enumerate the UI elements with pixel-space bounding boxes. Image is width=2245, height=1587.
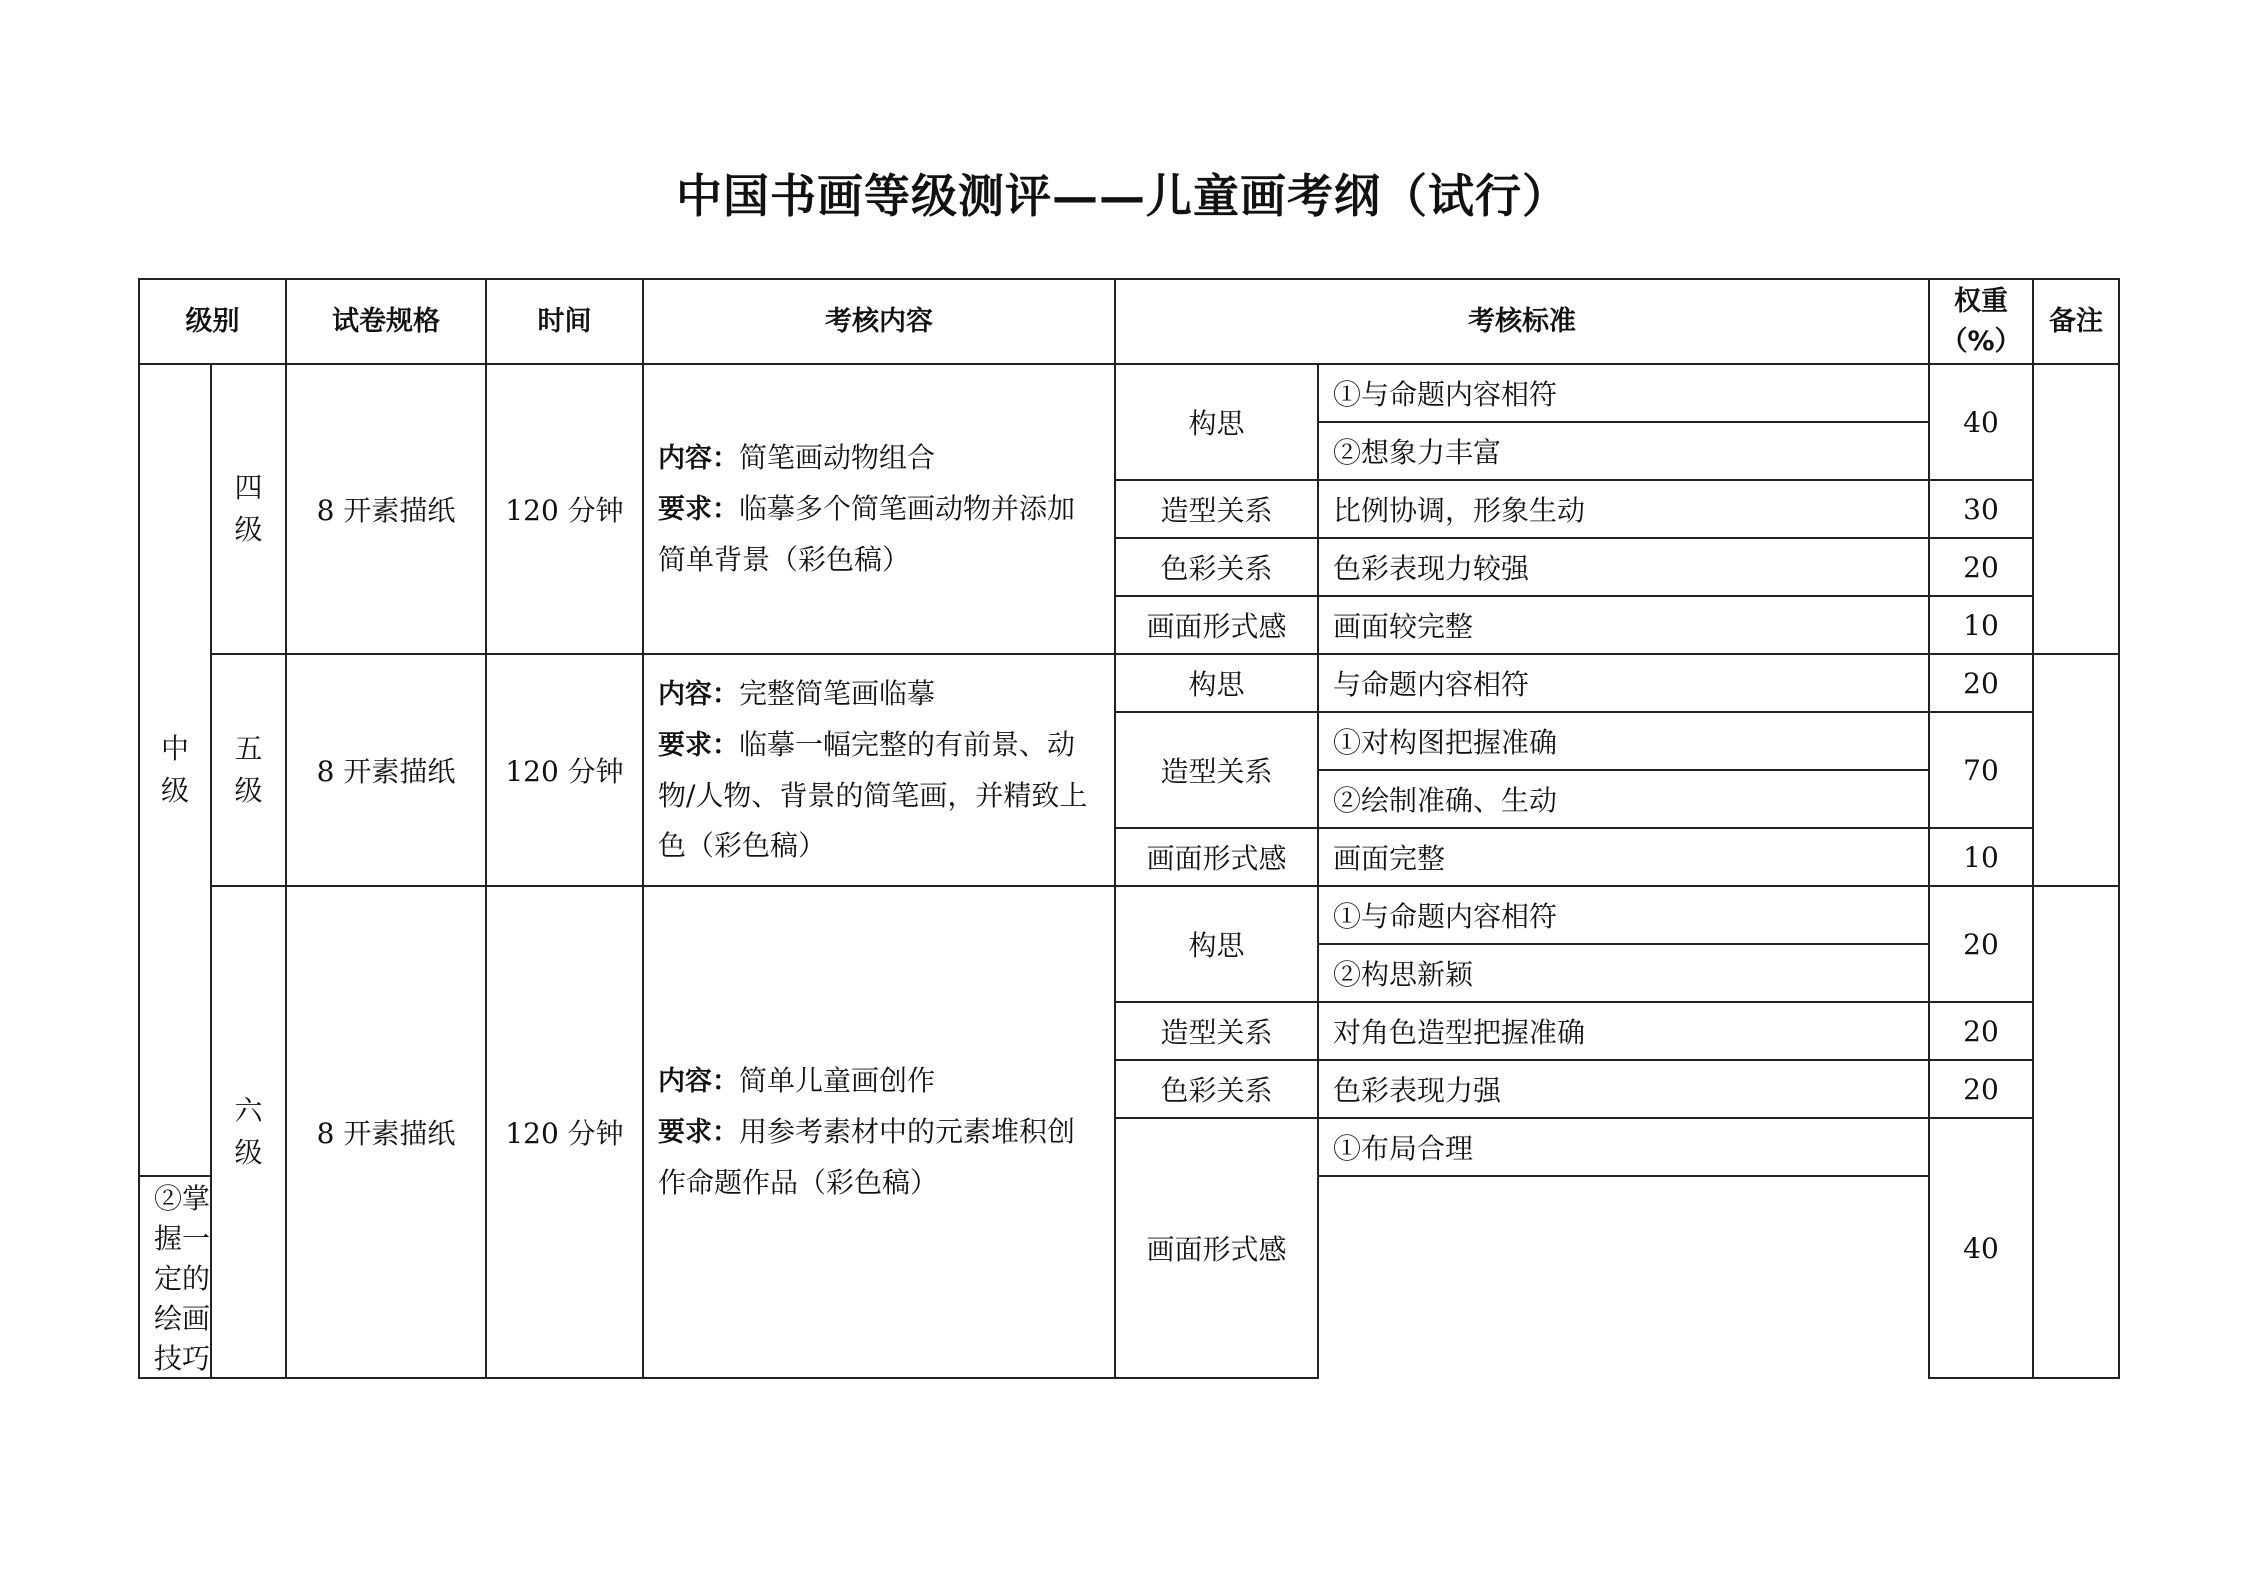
grade-cell: [211, 654, 286, 886]
criteria-item: ②构思新颖: [1318, 944, 1929, 1002]
criteria-category: 造型关系: [1115, 480, 1318, 538]
criteria-category: 构思: [1115, 364, 1318, 480]
criteria-item: ①与命题内容相符: [1318, 886, 1929, 944]
requirement-label: 要求：: [658, 494, 739, 525]
grade-cell: [211, 886, 286, 1378]
criteria-item: 画面完整: [1318, 828, 1929, 886]
criteria-category: 画面形式感: [1115, 828, 1318, 886]
time-cell: 120 分钟: [486, 364, 643, 654]
notes-cell: [2033, 654, 2119, 886]
weight-cell: 20: [1929, 538, 2033, 596]
exam-outline-table: [138, 278, 2120, 1379]
weight-cell: 20: [1929, 1060, 2033, 1118]
content-text: 完整简笔画临摹: [739, 677, 936, 710]
criteria-category: 造型关系: [1115, 712, 1318, 828]
table-row: [139, 364, 2119, 422]
group-cell: [139, 364, 211, 1176]
criteria-item: 色彩表现力较强: [1318, 538, 1929, 596]
header-row: [139, 279, 2119, 364]
weight-cell: 70: [1929, 712, 2033, 828]
criteria-category: 构思: [1115, 654, 1318, 712]
content-cell: [643, 364, 1115, 654]
paper-cell: 8 开素描纸: [286, 654, 486, 886]
criteria-item: ②掌握一定的绘画技巧: [139, 1176, 211, 1378]
header-time: 时间: [486, 279, 643, 364]
weight-cell: 40: [1929, 364, 2033, 480]
content-line: [658, 433, 1102, 484]
requirement-text: 临摹多个简笔画动物并添加简单背景（彩色稿）: [658, 492, 1076, 576]
weight-cell: 20: [1929, 654, 2033, 712]
header-level: 级别: [139, 279, 286, 364]
criteria-category: 造型关系: [1115, 1002, 1318, 1060]
content-label: 内容：: [658, 443, 739, 474]
grade-char1: 五: [234, 732, 263, 765]
requirement-label: 要求：: [658, 730, 739, 761]
criteria-item: 画面较完整: [1318, 596, 1929, 654]
content-text: 简笔画动物组合: [739, 441, 936, 474]
criteria-item: ①布局合理: [1318, 1118, 1929, 1176]
requirement-line: [658, 1107, 1102, 1208]
weight-cell: 20: [1929, 1002, 2033, 1060]
header-paper: 试卷规格: [286, 279, 486, 364]
content-line: [658, 669, 1102, 720]
header-weight-line2: （%）: [1940, 325, 2022, 357]
header-weight-line1: 权重: [1954, 285, 2008, 317]
header-standard: 考核标准: [1115, 279, 1929, 364]
requirement-text: 用参考素材中的元素堆积创作命题作品（彩色稿）: [658, 1115, 1076, 1199]
header-notes: 备注: [2033, 279, 2119, 364]
group-char2: 级: [160, 774, 189, 807]
criteria-category: 画面形式感: [1115, 596, 1318, 654]
criteria-item: 色彩表现力强: [1318, 1060, 1929, 1118]
criteria-item: ②想象力丰富: [1318, 422, 1929, 480]
grade-char1: 四: [234, 471, 263, 504]
group-char1: 中: [160, 732, 189, 765]
content-label: 内容：: [658, 1066, 739, 1097]
criteria-item: ②绘制准确、生动: [1318, 770, 1929, 828]
content-cell: [643, 654, 1115, 886]
content-text: 简单儿童画创作: [739, 1064, 936, 1097]
criteria-category: 画面形式感: [1115, 1118, 1318, 1378]
content-line: [658, 1056, 1102, 1107]
content-cell: [643, 886, 1115, 1378]
paper-cell: 8 开素描纸: [286, 886, 486, 1378]
criteria-item: ①对构图把握准确: [1318, 712, 1929, 770]
criteria-item: 比例协调，形象生动: [1318, 480, 1929, 538]
criteria-item: 与命题内容相符: [1318, 654, 1929, 712]
requirement-text: 临摹一幅完整的有前景、动物/人物、背景的简笔画，并精致上色（彩色稿）: [658, 728, 1088, 862]
criteria-category: 色彩关系: [1115, 538, 1318, 596]
requirement-label: 要求：: [658, 1117, 739, 1148]
time-cell: 120 分钟: [486, 654, 643, 886]
notes-cell: [2033, 886, 2119, 1378]
document-title: 中国书画等级测评——儿童画考纲（试行）: [676, 169, 1569, 223]
weight-cell: 10: [1929, 596, 2033, 654]
table-row: [139, 886, 2119, 944]
paper-cell: 8 开素描纸: [286, 364, 486, 654]
grade-char1: 六: [234, 1094, 263, 1127]
header-content: 考核内容: [643, 279, 1115, 364]
requirement-line: [658, 484, 1102, 585]
weight-cell: 30: [1929, 480, 2033, 538]
requirement-line: [658, 720, 1102, 871]
criteria-item: ①与命题内容相符: [1318, 364, 1929, 422]
grade-char2: 级: [234, 513, 263, 546]
weight-cell: 40: [1929, 1118, 2033, 1378]
grade-cell: [211, 364, 286, 654]
criteria-category: 构思: [1115, 886, 1318, 1002]
criteria-category: 色彩关系: [1115, 1060, 1318, 1118]
grade-char2: 级: [234, 774, 263, 807]
grade-char2: 级: [234, 1136, 263, 1169]
content-label: 内容：: [658, 679, 739, 710]
table-row: [139, 654, 2119, 712]
criteria-item: 对角色造型把握准确: [1318, 1002, 1929, 1060]
header-weight: [1929, 279, 2033, 364]
weight-cell: 20: [1929, 886, 2033, 1002]
time-cell: 120 分钟: [486, 886, 643, 1378]
weight-cell: 10: [1929, 828, 2033, 886]
notes-cell: [2033, 364, 2119, 654]
